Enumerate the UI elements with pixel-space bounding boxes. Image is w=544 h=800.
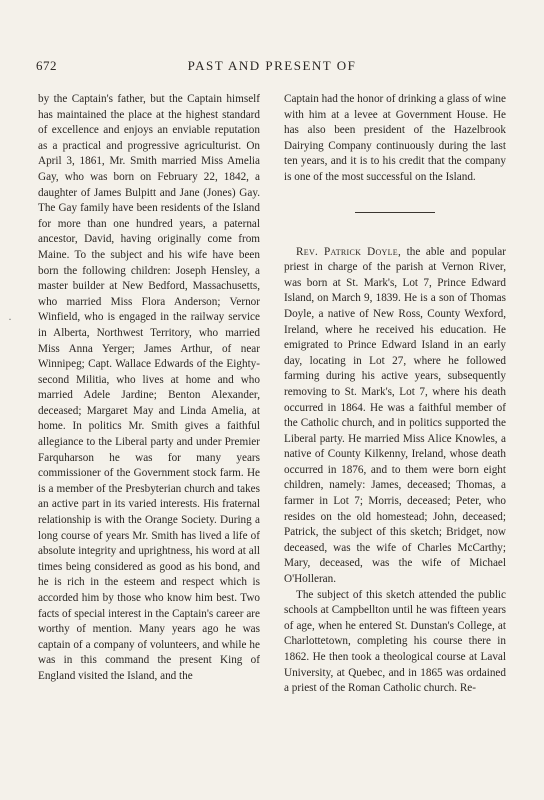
right-paragraph-1: Captain had the honor of drinking a glass of wine with him at a levee at Government House. He has also been president of the Hazelbrook Dairying Company continuously during the last ten years, and it is to his credit that the company is one of the most successful on the Island. (284, 93, 506, 183)
left-paragraph-1: by the Captain's father, but the Captain himself has maintained the place at the highest standard of excellence and enjoys an enviable reputation as a practical and progressive agriculturist. On April 3, 1861, Mr. Smith married Miss Amelia Gay, who was born on February 22, 1842, a daughter of James Bulpitt and Jane (Jones) Gay. The Gay family have been residents of the Island for more than one hundred years, a paternal ancestor, David, having originally come from Maine. To the subject and his wife have been born the following children: Joseph Hensley, a master builder at New Bedford, Massachusetts, who married Miss Flora Anderson; Vernor Winfield, who is engaged in the railway service in Alberta, Northwest Territory, who married Miss Anna Yerger; James Arthur, of near Winnipeg; Capt. Wallace Edwards of the Eighty-second Militia, who lives at home and who married Adele Jardine; Benton Alexander, deceased; Margaret May and Linda Amelia, at home. In politics Mr. Smith gives a faithful allegiance to the Liberal party and under Premier Farquharson he was for many years commissioner of the Government stock farm. He is a member of the Presbyterian church and takes an active part in its varied interests. His fraternal relationship is with the Orange Society. During a long course of years Mr. Smith has lived a life of absolute integrity and uprightness, his word at all times being considered as good as his bond, and he is rich in the esteem and respect which is accorded him by those who know him best. Two facts of special interest in the Captain's career are worthy of mention. Many years ago he was captain of a company of volunteers, and while he was in this command the present King of England visited the Island, and the (38, 93, 260, 682)
margin-mark: · (8, 312, 12, 326)
page-number: 672 (36, 58, 57, 73)
section-divider (355, 212, 435, 213)
right-column (284, 92, 506, 697)
running-title: PAST AND PRESENT OF (187, 58, 357, 73)
right-paragraph-2-body: the able and popular priest in charge of the parish at Vernon River, was born at St. Mark's, Lot 7, Prince Edward Island, on March 9, 1839. He is a son of Thomas Doyle, a native of New Ross, County Wexford, Ireland, where he received his education. He emigrated to Prince Edward Island in an early day, locating in Lot 27, where he followed farming during his active years, subsequently removing to St. Mark's, Lot 7, where his death occurred in 1864. He was a faithful member of the Catholic church, and in politics supported the Liberal party. He married Miss Alice Knowles, a native of County Kilkenny, Ireland, whose death occurred in 1876, and to them were born eight children, namely: James, deceased; Thomas, a farmer in Lot 7; Morris, deceased; Peter, who resides on the old homestead; John, deceased; Patrick, the subject of this sketch; Bridget, now deceased, was the wife of Charles McCarthy; Mary, deceased, was the wife of Michael O'Holleran. (284, 245, 506, 586)
page-header (36, 58, 508, 78)
sketch-subject-name: Rev. Patrick Doyle, (296, 245, 402, 258)
right-paragraph-2 (284, 245, 506, 588)
left-column (38, 92, 260, 685)
right-paragraph-3: The subject of this sketch attended the public schools at Campbellton until he was fifteen years of age, when he entered St. Dunstan's College, at Charlottetown, completing his course there in 1862. He then took a theological course at Laval University, at Quebec, and in 1865 was ordained a priest of the Roman Catholic church. Re- (284, 588, 506, 695)
